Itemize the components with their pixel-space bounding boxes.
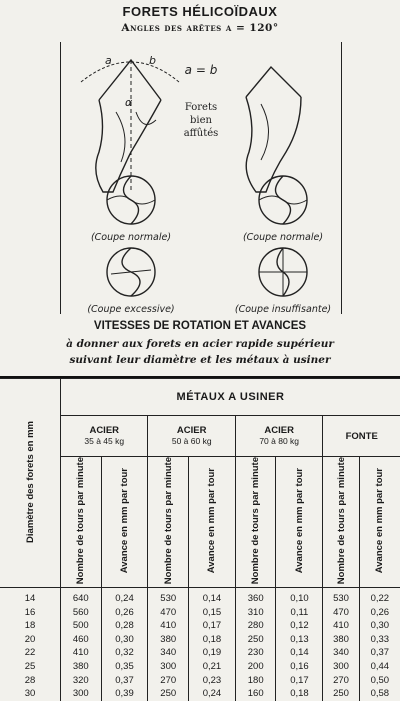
caption-left-bottom: (Coupe excessive) xyxy=(87,304,174,314)
feed-cell: 0,16 xyxy=(276,660,323,674)
rpm-cell: 200 xyxy=(235,660,276,674)
section-line-2: suivant leur diamètre et les métaux à usiner xyxy=(0,354,400,366)
rpm-cell: 470 xyxy=(323,606,359,620)
feed-cell: 0,35 xyxy=(101,660,148,674)
feed-cell: 0,17 xyxy=(189,619,236,633)
caption-right-bottom: (Coupe insuffisante) xyxy=(235,304,331,314)
note-line-3: affûtés xyxy=(184,128,219,139)
rpm-cell: 300 xyxy=(148,660,189,674)
caption-left-top: (Coupe normale) xyxy=(91,232,171,243)
diameter-cell: 25 xyxy=(0,660,61,674)
feed-cell: 0,33 xyxy=(359,633,400,647)
page-subtitle: Angles des arêtes α = 120° xyxy=(0,22,400,34)
drill-right xyxy=(246,67,301,192)
feed-cell: 0,18 xyxy=(189,633,236,647)
feed-cell: 0,21 xyxy=(189,660,236,674)
rpm-cell: 500 xyxy=(61,619,102,633)
table-row xyxy=(0,606,400,620)
drill-illustration xyxy=(61,42,341,314)
diameter-cell: 20 xyxy=(0,633,61,647)
label-alpha: α xyxy=(125,96,133,109)
rpm-cell: 300 xyxy=(323,660,359,674)
rpm-cell: 250 xyxy=(235,633,276,647)
drill-figure-panel xyxy=(60,42,342,314)
feed-cell: 0,18 xyxy=(276,687,323,701)
feed-cell: 0,14 xyxy=(276,647,323,661)
diameter-cell: 16 xyxy=(0,606,61,620)
diameter-cell: 28 xyxy=(0,674,61,688)
rpm-cell: 460 xyxy=(61,633,102,647)
rpm-cell: 360 xyxy=(235,588,276,606)
rpm-cell: 250 xyxy=(323,687,359,701)
caption-right-top: (Coupe normale) xyxy=(243,232,323,243)
metal-header-4: FONTE xyxy=(323,416,400,457)
feed-cell: 0,12 xyxy=(276,619,323,633)
diameter-cell: 18 xyxy=(0,619,61,633)
feed-cell: 0,32 xyxy=(101,647,148,661)
col-feed-3: Avance en mm par tour xyxy=(276,457,323,588)
table-row xyxy=(0,660,400,674)
feed-cell: 0,22 xyxy=(359,588,400,606)
rpm-cell: 380 xyxy=(148,633,189,647)
table-row xyxy=(0,619,400,633)
col-rpm-4: Nombre de tours par minute xyxy=(323,457,359,588)
rpm-cell: 380 xyxy=(323,633,359,647)
rpm-cell: 530 xyxy=(323,588,359,606)
rpm-cell: 310 xyxy=(235,606,276,620)
feed-cell: 0,14 xyxy=(189,588,236,606)
label-b: b xyxy=(149,54,156,67)
label-a: a xyxy=(105,54,112,67)
section-line-1: à donner aux forets en acier rapide supérieur xyxy=(0,338,400,350)
feed-cell: 0,19 xyxy=(189,647,236,661)
section-normal-right xyxy=(259,176,307,224)
rpm-cell: 340 xyxy=(148,647,189,661)
metals-group-header: MÉTAUX A USINER xyxy=(61,379,400,416)
feed-cell: 0,11 xyxy=(276,606,323,620)
rpm-cell: 280 xyxy=(235,619,276,633)
section-insufficient xyxy=(259,248,307,296)
rpm-cell: 530 xyxy=(148,588,189,606)
feed-cell: 0,15 xyxy=(189,606,236,620)
rpm-cell: 320 xyxy=(61,674,102,688)
rpm-cell: 270 xyxy=(148,674,189,688)
feed-cell: 0,39 xyxy=(101,687,148,701)
rpm-cell: 300 xyxy=(61,687,102,701)
equation-label: a = b xyxy=(185,63,218,77)
table-row xyxy=(0,588,400,606)
rpm-cell: 560 xyxy=(61,606,102,620)
feed-cell: 0,30 xyxy=(101,633,148,647)
page-title: FORETS HÉLICOÏDAUX xyxy=(0,4,400,19)
rpm-cell: 160 xyxy=(235,687,276,701)
speed-table-container xyxy=(0,376,400,684)
rpm-cell: 410 xyxy=(323,619,359,633)
feed-cell: 0,23 xyxy=(189,674,236,688)
metal-header-2: ACIER 50 à 60 kg xyxy=(148,416,235,457)
feed-cell: 0,10 xyxy=(276,588,323,606)
col-feed-2: Avance en mm par tour xyxy=(189,457,236,588)
diameter-cell: 14 xyxy=(0,588,61,606)
rpm-cell: 410 xyxy=(61,647,102,661)
diameter-header: Diamètre des forets en mm xyxy=(0,379,61,588)
col-feed-4: Avance en mm par tour xyxy=(359,457,400,588)
feed-cell: 0,24 xyxy=(101,588,148,606)
col-feed-1: Avance en mm par tour xyxy=(101,457,148,588)
section-normal-left xyxy=(107,176,155,224)
table-row xyxy=(0,687,400,701)
feed-cell: 0,13 xyxy=(276,633,323,647)
rpm-cell: 180 xyxy=(235,674,276,688)
diameter-cell: 22 xyxy=(0,647,61,661)
feed-cell: 0,17 xyxy=(276,674,323,688)
feed-cell: 0,50 xyxy=(359,674,400,688)
feed-cell: 0,58 xyxy=(359,687,400,701)
note-line-2: bien xyxy=(190,115,213,126)
diameter-cell: 30 xyxy=(0,687,61,701)
note-line-1: Forets xyxy=(185,102,217,113)
rpm-cell: 250 xyxy=(148,687,189,701)
feed-cell: 0,28 xyxy=(101,619,148,633)
feed-cell: 0,30 xyxy=(359,619,400,633)
rpm-cell: 340 xyxy=(323,647,359,661)
rpm-cell: 270 xyxy=(323,674,359,688)
feed-cell: 0,37 xyxy=(359,647,400,661)
feed-cell: 0,44 xyxy=(359,660,400,674)
col-rpm-2: Nombre de tours par minute xyxy=(148,457,189,588)
feed-cell: 0,24 xyxy=(189,687,236,701)
section-title: VITESSES DE ROTATION ET AVANCES xyxy=(0,320,400,332)
feed-cell: 0,26 xyxy=(101,606,148,620)
feed-cell: 0,37 xyxy=(101,674,148,688)
col-rpm-1: Nombre de tours par minute xyxy=(61,457,102,588)
table-row xyxy=(0,633,400,647)
rpm-cell: 230 xyxy=(235,647,276,661)
feed-cell: 0,26 xyxy=(359,606,400,620)
rpm-cell: 640 xyxy=(61,588,102,606)
rpm-cell: 380 xyxy=(61,660,102,674)
table-row xyxy=(0,674,400,688)
section-excessive xyxy=(107,248,155,296)
col-rpm-3: Nombre de tours par minute xyxy=(235,457,276,588)
rpm-cell: 410 xyxy=(148,619,189,633)
table-body xyxy=(0,588,400,701)
metal-header-3: ACIER 70 à 80 kg xyxy=(235,416,322,457)
table-row xyxy=(0,647,400,661)
drill-left xyxy=(81,60,179,192)
metal-header-1: ACIER 35 à 45 kg xyxy=(61,416,148,457)
rpm-cell: 470 xyxy=(148,606,189,620)
speed-feed-table xyxy=(0,378,400,701)
